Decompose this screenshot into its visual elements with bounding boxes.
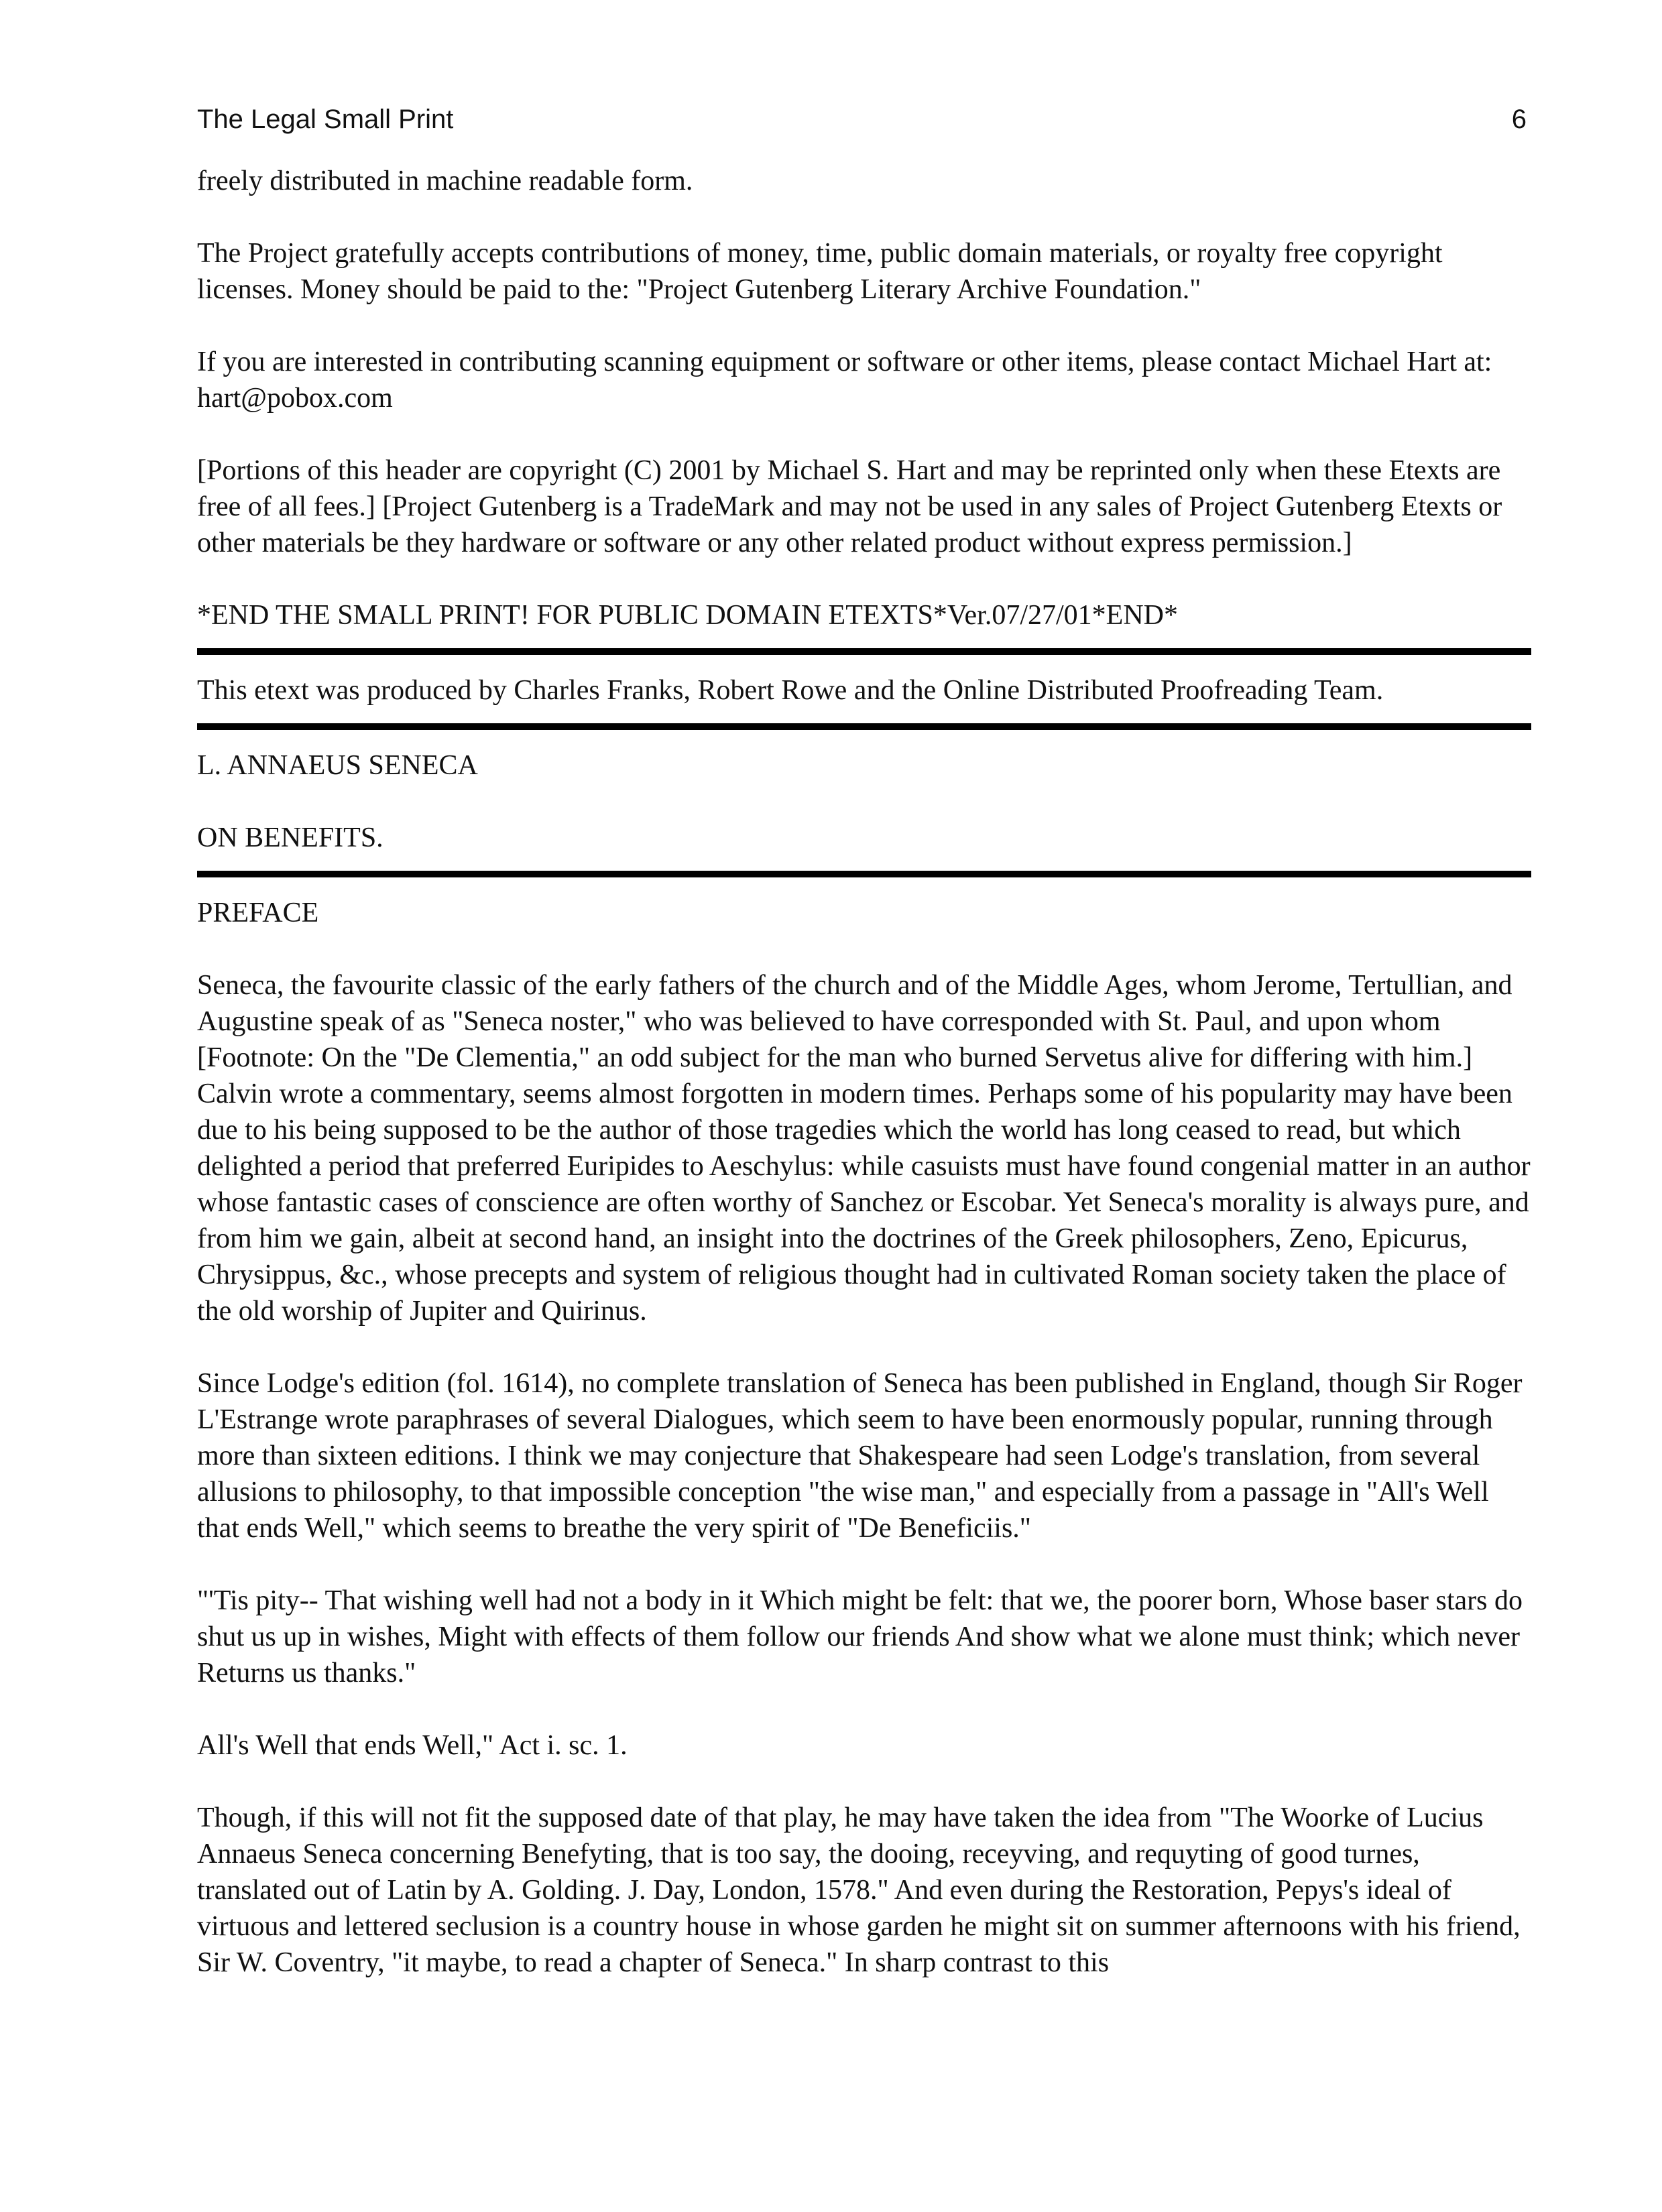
end-small-print-line: *END THE SMALL PRINT! FOR PUBLIC DOMAIN ETEXTS*Ver.07/27/01*END* [197, 600, 1178, 631]
paragraph: Seneca, the favourite classic of the early fathers of the church and of the Middle Ages, whom Jerome, Tertullian, and Augustine speak of as "Seneca noster," who was believed to have corresponded with St. Paul, and upon whom [Footnote: On the "De Clementia," an odd subject for the man who burned Servetus alive for differing with him.] Calvin wrote a commentary, seems almost forgotten in modern times. Perhaps some of his popularity may have been due to his being supposed to be the author of those tragedies which the world has long ceased to read, but which delighted a period that preferred Euripides to Aeschylus: while casuists must have found congenial matter in an author whose fantastic cases of conscience are often worthy of Sanchez or Escobar. Yet Seneca's morality is always pure, and from him we gain, albeit at second hand, an insight into the doctrines of the Greek philosophers, Zeno, Epicurus, Chrysippus, &c., whose precepts and system of religious thought had in cultivated Roman society taken the place of the old worship of Jupiter and Quirinus. [197, 970, 1531, 1327]
paragraph: freely distributed in machine readable form. [197, 166, 693, 196]
horizontal-rule [197, 871, 1531, 877]
paragraph: Though, if this will not fit the supposed date of that play, he may have taken the idea from "The Woorke of Lucius Annaeus Seneca concerning Benefyting, that is too say, the dooing, receyving, and requyting of good turnes, translated out of Latin by A. Golding. J. Day, London, 1578." And even during the Restoration, Pepys's ideal of virtuous and lettered seclusion is a country house in whose garden he might sit on summer afternoons with his friend, Sir W. Coventry, "it maybe, to read a chapter of Seneca." In sharp contrast to this [197, 1802, 1521, 1978]
page-body [197, 163, 1531, 1981]
paragraph: If you are interested in contributing scanning equipment or software or other items, please contact Michael Hart at: hart@pobox.com [197, 347, 1492, 414]
work-title: ON BENEFITS. [197, 822, 383, 853]
author-heading: L. ANNAEUS SENECA [197, 750, 478, 781]
horizontal-rule [197, 723, 1531, 730]
page-number: 6 [1511, 105, 1527, 134]
preface-heading: PREFACE [197, 898, 319, 928]
credits-line: This etext was produced by Charles Franks, Robert Rowe and the Online Distributed Proofreading Team. [197, 675, 1384, 706]
horizontal-rule [197, 648, 1531, 655]
paragraph: Since Lodge's edition (fol. 1614), no complete translation of Seneca has been published in England, though Sir Roger L'Estrange wrote paraphrases of several Dialogues, which seem to have been enormously popular, running through more than sixteen editions. I think we may conjecture that Shakespeare had seen Lodge's translation, from several allusions to philosophy, to that impossible conception "the wise man," and especially from a passage in "All's Well that ends Well," which seems to breathe the very spirit of "De Beneficiis." [197, 1368, 1523, 1544]
paragraph: [Portions of this header are copyright (C) 2001 by Michael S. Hart and may be reprinted only when these Etexts are free of all fees.] [Project Gutenberg is a TradeMark and may not be used in any sales of Project Gutenberg Etexts or other materials be they hardware or software or any other related product without express permission.] [197, 455, 1502, 558]
running-header-title: The Legal Small Print [197, 105, 454, 134]
citation: All's Well that ends Well," Act i. sc. 1. [197, 1730, 628, 1761]
quotation: "'Tis pity-- That wishing well had not a body in it Which might be felt: that we, the poorer born, Whose baser stars do shut us up in wishes, Might with effects of them follow our friends And show what we alone must think; which never Returns us thanks." [197, 1585, 1523, 1688]
paragraph: The Project gratefully accepts contributions of money, time, public domain materials, or royalty free copyright licenses. Money should be paid to the: "Project Gutenberg Literary Archive Foundation." [197, 238, 1443, 305]
